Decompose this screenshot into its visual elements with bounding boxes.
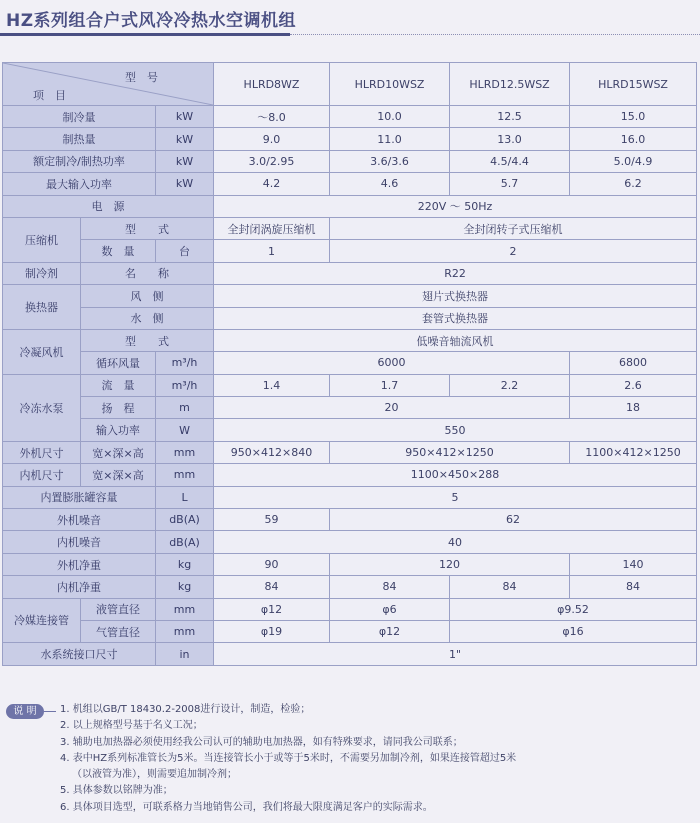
cell-value: 11.0 <box>330 128 450 150</box>
row-pump-flow <box>3 374 697 396</box>
note-item: 3. 辅助电加热器必须使用经我公司认可的辅助电加热器，如有特殊要求，请同我公司联系； <box>60 736 463 748</box>
cell-value: 950×412×840 <box>214 441 330 463</box>
cell-value: R22 <box>214 262 697 284</box>
cell-value: 15.0 <box>570 106 697 128</box>
cell-value: 1.4 <box>214 374 330 396</box>
row-unit: mm <box>156 441 214 463</box>
cell-value: 59 <box>214 509 330 531</box>
row-cooling <box>3 106 697 128</box>
cell-value: 62 <box>330 509 697 531</box>
row-unit: W <box>156 419 214 441</box>
cell-value: 10.0 <box>330 106 450 128</box>
row-label: 内机噪音 <box>3 531 156 553</box>
row-unit: dB(A) <box>156 531 214 553</box>
notes-badge-line <box>44 711 56 712</box>
cell-value: 550 <box>214 419 697 441</box>
row-fan-type <box>3 329 697 351</box>
row-unit: kW <box>156 106 214 128</box>
cell-value: 4.6 <box>330 173 450 195</box>
row-label: 数 量 <box>81 240 156 262</box>
row-unit: kW <box>156 173 214 195</box>
header-corner <box>3 63 214 106</box>
cell-value: 84 <box>570 576 697 598</box>
row-water-port <box>3 643 697 665</box>
page-title: HZ系列组合户式风冷冷热水空调机组 <box>6 11 297 31</box>
cell-value: 1.7 <box>330 374 450 396</box>
cell-value: 9.0 <box>214 128 330 150</box>
cell-value: φ12 <box>330 620 450 642</box>
row-label: 型 式 <box>81 329 214 351</box>
row-unit: m³/h <box>156 352 214 374</box>
cell-value: 3.6/3.6 <box>330 150 450 172</box>
header-model-label: 型 号 <box>125 71 158 84</box>
cell-value: 84 <box>214 576 330 598</box>
row-label: 型 式 <box>81 217 214 239</box>
header-item-label: 项 目 <box>33 89 66 102</box>
cell-value: 6000 <box>214 352 570 374</box>
row-pipe-gas <box>3 620 697 642</box>
row-outdoor-weight <box>3 553 697 575</box>
row-tank <box>3 486 697 508</box>
cell-value: 16.0 <box>570 128 697 150</box>
model-header: HLRD8WZ <box>214 63 330 106</box>
row-compressor-qty <box>3 240 697 262</box>
cell-value: 4.2 <box>214 173 330 195</box>
cell-value: ～8.0 <box>214 106 330 128</box>
cell-value: 950×412×1250 <box>330 441 570 463</box>
cell-value: 1 <box>214 240 330 262</box>
note-item: （以液管为准），则需要追加制冷剂； <box>72 769 237 781</box>
notes-section <box>0 700 700 823</box>
group-label: 换热器 <box>3 285 81 330</box>
cell-value: 2 <box>330 240 697 262</box>
row-label: 最大输入功率 <box>3 173 156 195</box>
cell-value: 套管式换热器 <box>214 307 697 329</box>
row-unit: mm <box>156 598 214 620</box>
row-label: 宽×深×高 <box>81 441 156 463</box>
group-label: 压缩机 <box>3 217 81 262</box>
cell-value: 20 <box>214 397 570 419</box>
cell-value: 3.0/2.95 <box>214 150 330 172</box>
row-label: 扬 程 <box>81 397 156 419</box>
row-label: 风 侧 <box>81 285 214 307</box>
row-unit: L <box>156 486 214 508</box>
row-unit: mm <box>156 620 214 642</box>
row-unit: dB(A) <box>156 509 214 531</box>
row-label: 制热量 <box>3 128 156 150</box>
note-item: 4. 表中HZ系列标准管长为5米。当连接管长小于或等于5米时，不需要另加制冷剂，如果连接管超过5米 <box>60 752 517 764</box>
model-header: HLRD12.5WSZ <box>450 63 570 106</box>
model-header: HLRD15WSZ <box>570 63 697 106</box>
row-unit: 台 <box>156 240 214 262</box>
row-label: 内机净重 <box>3 576 156 598</box>
row-label: 水 侧 <box>81 307 214 329</box>
spec-table <box>2 62 697 666</box>
row-label: 气管直径 <box>81 620 156 642</box>
cell-value: 6.2 <box>570 173 697 195</box>
row-exchanger-air <box>3 285 697 307</box>
cell-value: 2.2 <box>450 374 570 396</box>
row-label: 流 量 <box>81 374 156 396</box>
row-pipe-liquid <box>3 598 697 620</box>
note-item: 5. 具体参数以铭牌为准； <box>60 785 173 797</box>
row-unit: m <box>156 397 214 419</box>
row-pump-head <box>3 397 697 419</box>
cell-value: 4.5/4.4 <box>450 150 570 172</box>
row-label: 制冷量 <box>3 106 156 128</box>
model-header: HLRD10WSZ <box>330 63 450 106</box>
row-label: 电 源 <box>3 195 214 217</box>
cell-value: 140 <box>570 553 697 575</box>
note-item: 1. 机组以GB/T 18430.2-2008进行设计，制造，检验； <box>60 704 311 715</box>
row-rated-power <box>3 150 697 172</box>
cell-value: 6800 <box>570 352 697 374</box>
cell-value: 1" <box>214 643 697 665</box>
row-label: 内置膨胀罐容量 <box>3 486 156 508</box>
cell-value: 120 <box>330 553 570 575</box>
row-max-power <box>3 173 697 195</box>
row-label: 宽×深×高 <box>81 464 156 486</box>
row-label: 水系统接口尺寸 <box>3 643 156 665</box>
row-fan-air <box>3 352 697 374</box>
row-compressor-type <box>3 217 697 239</box>
cell-value: 84 <box>330 576 450 598</box>
row-label: 循环风量 <box>81 352 156 374</box>
cell-value: 翅片式换热器 <box>214 285 697 307</box>
group-label: 冷冻水泵 <box>3 374 81 441</box>
row-unit: kW <box>156 150 214 172</box>
group-label: 制冷剂 <box>3 262 81 284</box>
row-label: 液管直径 <box>81 598 156 620</box>
cell-value: 5.7 <box>450 173 570 195</box>
row-heating <box>3 128 697 150</box>
cell-value: 12.5 <box>450 106 570 128</box>
cell-value: 90 <box>214 553 330 575</box>
note-item: 6. 具体项目选型，可联系格力当地销售公司，我们将最大限度满足客户的实际需求。 <box>60 801 433 813</box>
row-outdoor-size <box>3 441 697 463</box>
cell-value: 40 <box>214 531 697 553</box>
row-unit: m³/h <box>156 374 214 396</box>
cell-value: φ6 <box>330 598 450 620</box>
cell-value: 全封闭转子式压缩机 <box>330 217 697 239</box>
row-outdoor-noise <box>3 509 697 531</box>
row-indoor-size <box>3 464 697 486</box>
cell-value: 全封闭涡旋压缩机 <box>214 217 330 239</box>
cell-value: 13.0 <box>450 128 570 150</box>
group-label: 外机尺寸 <box>3 441 81 463</box>
row-unit: kW <box>156 128 214 150</box>
cell-value: 1100×412×1250 <box>570 441 697 463</box>
row-pump-power <box>3 419 697 441</box>
row-indoor-weight <box>3 576 697 598</box>
cell-value: φ9.52 <box>450 598 697 620</box>
cell-value: φ16 <box>450 620 697 642</box>
row-label: 外机噪音 <box>3 509 156 531</box>
row-label: 外机净重 <box>3 553 156 575</box>
group-label: 冷凝风机 <box>3 329 81 374</box>
row-unit: in <box>156 643 214 665</box>
title-underline <box>0 33 290 36</box>
notes-badge: 说 明 <box>6 704 44 719</box>
group-label: 冷媒连接管 <box>3 598 81 643</box>
title-bar <box>0 0 700 40</box>
cell-value: 220V ～ 50Hz <box>214 195 697 217</box>
cell-value: 低噪音轴流风机 <box>214 329 697 351</box>
notes-list <box>60 702 690 816</box>
row-label: 额定制冷/制热功率 <box>3 150 156 172</box>
cell-value: 18 <box>570 397 697 419</box>
row-unit: kg <box>156 553 214 575</box>
row-label: 名 称 <box>81 262 214 284</box>
row-indoor-noise <box>3 531 697 553</box>
cell-value: φ12 <box>214 598 330 620</box>
cell-value: 2.6 <box>570 374 697 396</box>
group-label: 内机尺寸 <box>3 464 81 486</box>
cell-value: 1100×450×288 <box>214 464 697 486</box>
row-unit: mm <box>156 464 214 486</box>
row-refrigerant <box>3 262 697 284</box>
cell-value: 5.0/4.9 <box>570 150 697 172</box>
row-label: 输入功率 <box>81 419 156 441</box>
cell-value: φ19 <box>214 620 330 642</box>
title-rule <box>290 34 700 36</box>
cell-value: 84 <box>450 576 570 598</box>
note-item: 2. 以上规格型号基于名义工况； <box>60 720 203 732</box>
cell-value: 5 <box>214 486 697 508</box>
row-exchanger-water <box>3 307 697 329</box>
header-row <box>3 63 697 106</box>
row-unit: kg <box>156 576 214 598</box>
row-power-supply <box>3 195 697 217</box>
